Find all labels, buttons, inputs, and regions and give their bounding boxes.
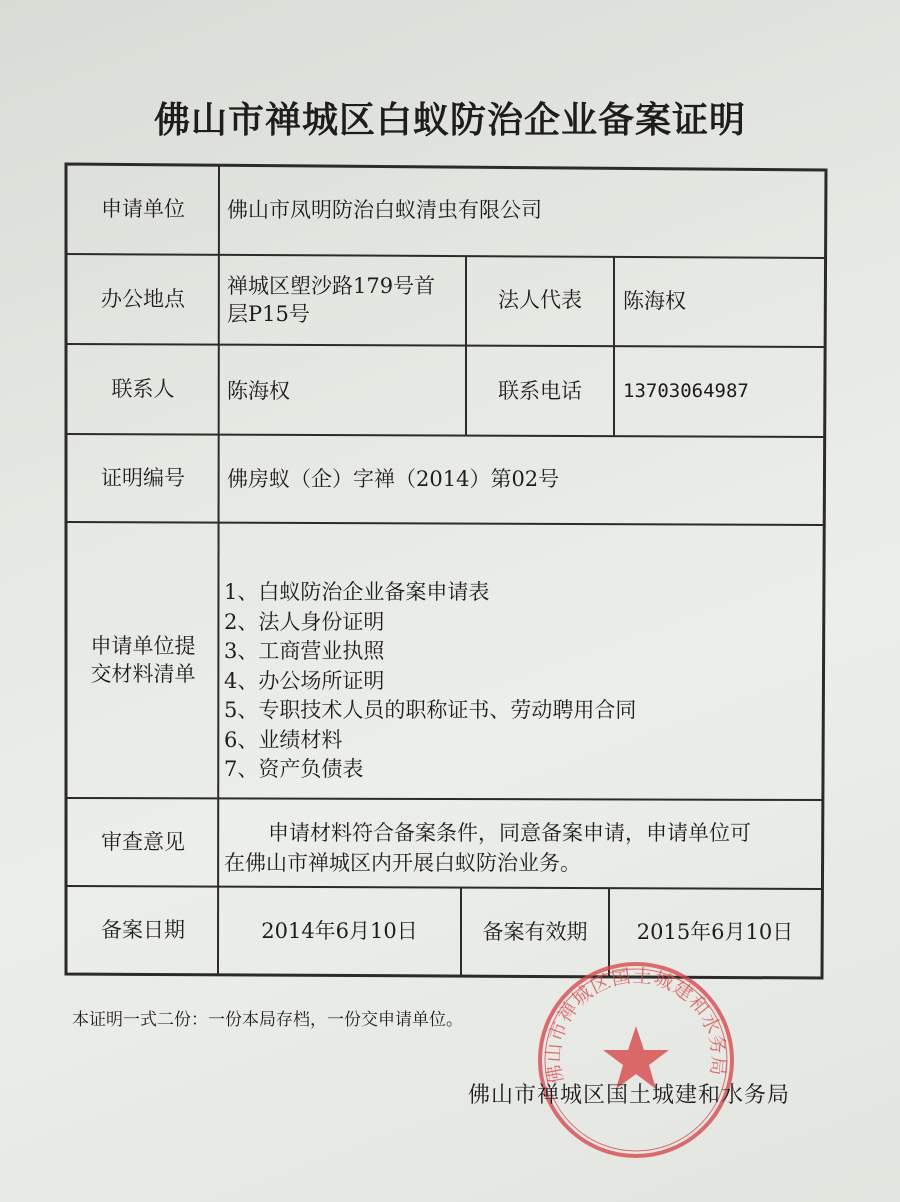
list-item: 7、资产负债表 [224,757,364,781]
review-opinion [224,818,814,878]
phone-value: 13703064987 [623,379,749,402]
copies-note: 本证明一式二份：一份本局存档，一份交申请单位。 [72,1010,463,1030]
review-label: 审查意见 [101,830,185,855]
list-item: 1、白蚁防治企业备案申请表 [224,580,490,604]
office-value [219,257,465,345]
materials-label-line2: 交材料清单 [90,662,196,686]
office-label: 办公地点 [101,287,185,312]
issuing-authority: 佛山市禅城区国土城建和水务局 [468,1083,791,1108]
review-line1: 申请材料符合备案条件，同意备案申请，申请单位可 [268,821,751,845]
list-item: 6、业绩材料 [224,727,343,752]
applicant-value: 佛山市凤明防治白蚁清虫有限公司 [227,198,542,223]
list-item: 2、法人身份证明 [224,609,385,634]
review-line2: 在佛山市禅城区内开展白蚁防治业务。 [224,851,581,875]
contact-label: 联系人 [111,377,175,402]
filing-date-label: 备案日期 [101,918,185,943]
legal-rep-value: 陈海权 [623,288,686,313]
filing-date-value: 2014年6月10日 [261,918,418,943]
document-title: 佛山市禅城区白蚁防治企业备案证明 [153,100,746,141]
materials-label-line1: 申请单位提 [90,634,196,659]
materials-label [68,524,218,798]
official-seal [536,960,736,1160]
applicant-label: 申请单位 [101,197,185,222]
legal-rep-label: 法人代表 [498,288,582,313]
list-item: 5、专职技术人员的职称证书、劳动聘用合同 [224,698,637,722]
office-value-line2: 层P15号 [227,302,310,326]
list-item: 3、工商营业执照 [224,639,385,663]
svg-text:佛山市禅城区国土城建和水务局: 佛山市禅城区国土城建和水务局 [542,964,730,1086]
validity-value: 2015年6月10日 [636,919,794,944]
cert-no-value: 佛房蚁（企）字禅（2014）第02号 [227,467,560,492]
contact-value: 陈海权 [227,378,290,403]
cert-no-label: 证明编号 [101,466,185,491]
phone-label: 联系电话 [498,378,582,403]
list-item: 4、办公场所证明 [224,668,385,693]
validity-label: 备案有效期 [482,919,588,944]
office-value-line1: 禅城区塱沙路179号首 [227,274,436,299]
materials-list [224,578,636,785]
